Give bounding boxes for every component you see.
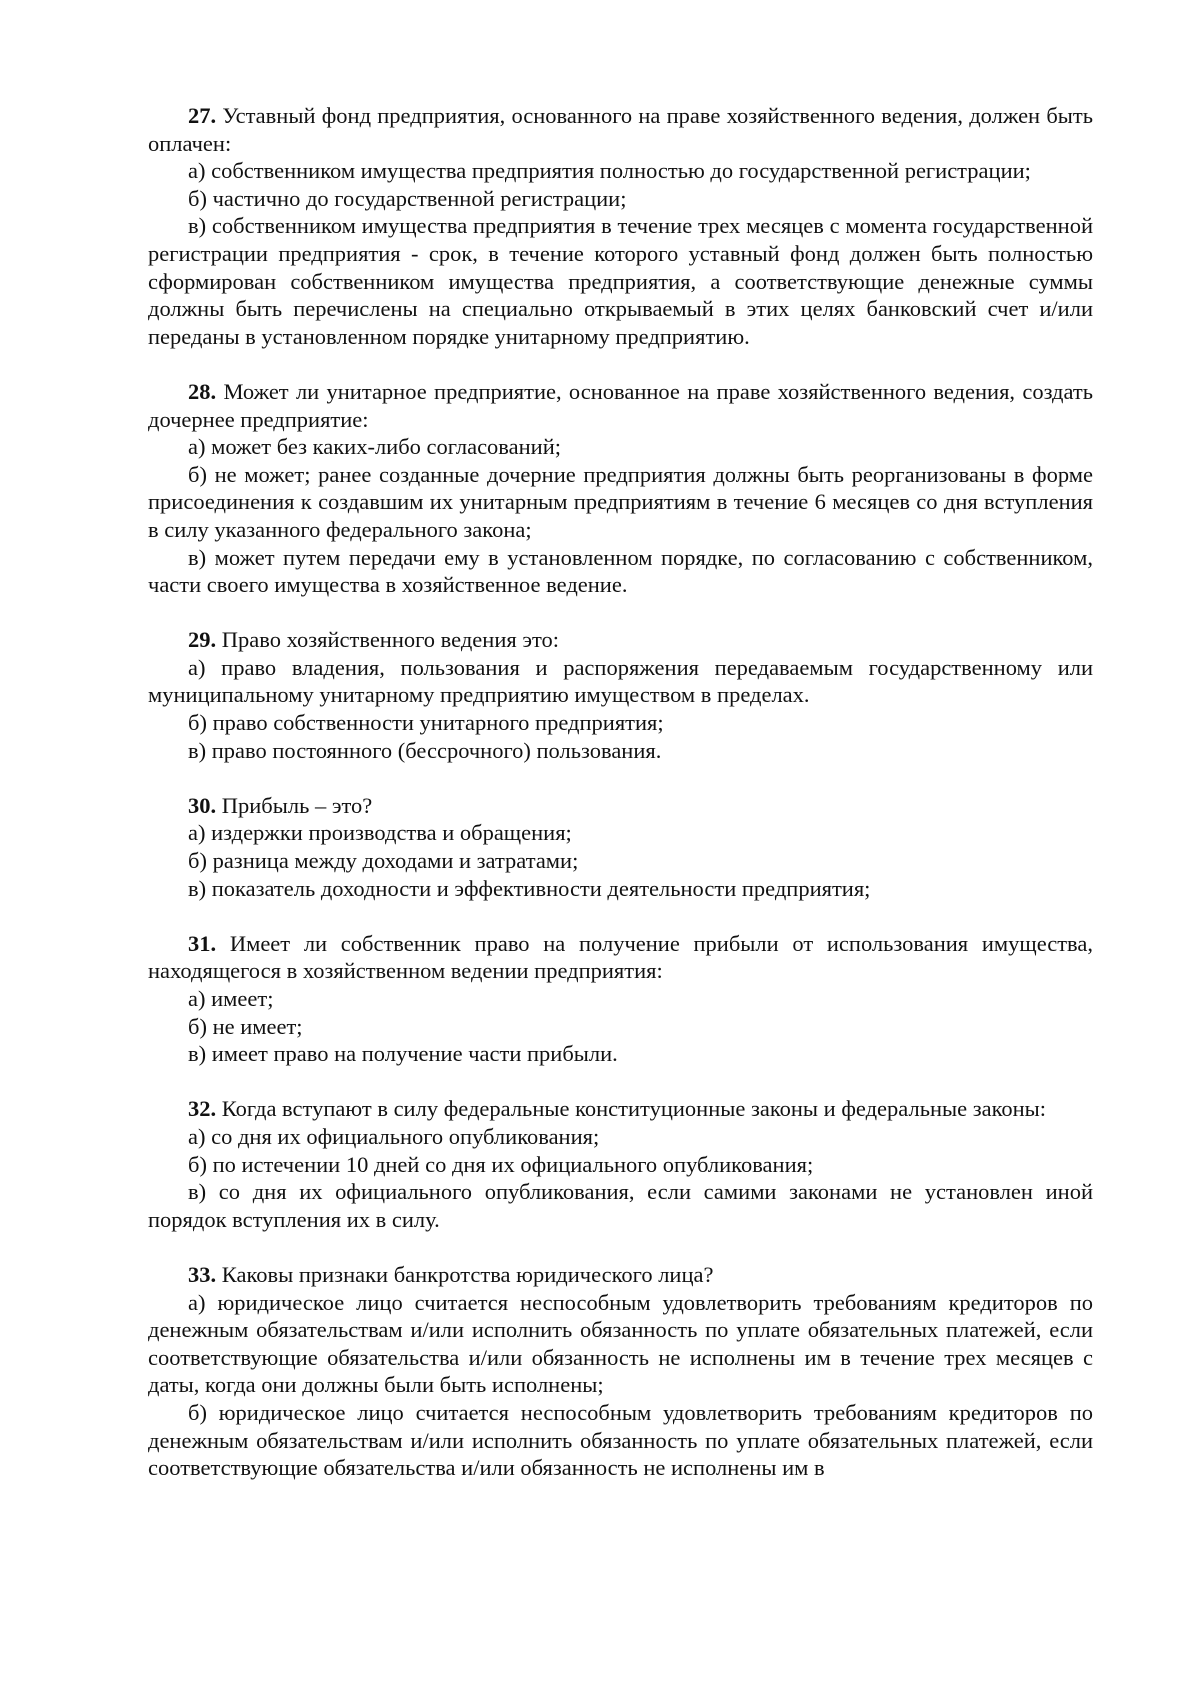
answer-option: а) собственником имущества предприятия полностью до государственной регистрации;	[188, 158, 1031, 184]
question-text	[148, 792, 1093, 820]
question-number: 29.	[188, 627, 217, 653]
answer-option: б) разница между доходами и затратами;	[188, 848, 579, 874]
answer-option: а) юридическое лицо считается неспособным удовлетворить требованиям кредиторов по денежным обязательствам и/или исполнить обязанность по уплате обязательных платежей, если соответствующие обязательства и/или обязанность не исполнены им в течение трех месяцев с даты, когда они должны были быть исполнены;	[148, 1289, 1093, 1398]
answer-option: а) со дня их официального опубликования;	[188, 1123, 600, 1149]
answer-option: в) право постоянного (бессрочного) пользования.	[188, 737, 662, 763]
answer-option: б) частично до государственной регистрации;	[188, 185, 627, 211]
question-number: 33.	[188, 1261, 217, 1287]
answer-option: в) показатель доходности и эффективности деятельности предприятия;	[188, 875, 871, 901]
question-number: 28.	[188, 378, 217, 404]
question-31	[148, 930, 1093, 1068]
answer-option: в) может путем передачи ему в установленном порядке, по согласованию с собственником, части своего имущества в хозяйственное ведение.	[148, 544, 1093, 598]
question-body: Когда вступают в силу федеральные конституционные законы и федеральные законы:	[221, 1096, 1047, 1122]
answer-option: а) издержки производства и обращения;	[188, 820, 572, 846]
question-number: 30.	[188, 792, 217, 818]
question-number: 32.	[188, 1096, 217, 1122]
answer-option: б) не может; ранее созданные дочерние предприятия должны быть реорганизованы в форме присоединения к создавшим их унитарным предприятиям в течение 6 месяцев со дня вступления в силу указанного федерального закона;	[148, 461, 1093, 542]
answer-option: а) может без каких-либо согласований;	[188, 434, 561, 460]
answer-option: в) со дня их официального опубликования, если самими законами не установлен иной порядок вступления их в силу.	[148, 1179, 1093, 1232]
question-text	[148, 930, 1093, 985]
answer-option: б) право собственности унитарного предприятия;	[188, 710, 664, 736]
document-body	[148, 102, 1093, 1482]
question-body: Каковы признаки банкротства юридического лица?	[221, 1261, 714, 1287]
question-body: Право хозяйственного ведения это:	[221, 627, 560, 653]
answer-option: б) не имеет;	[188, 1013, 303, 1039]
answer-option: б) юридическое лицо считается неспособным удовлетворить требованиям кредиторов по денежным обязательствам и/или исполнить обязанность по уплате обязательных платежей, если соответствующие обязательства и/или обязанность не исполнены им в	[148, 1399, 1093, 1481]
answer-option: б) по истечении 10 дней со дня их официального опубликования;	[188, 1151, 814, 1177]
question-text	[148, 378, 1093, 433]
question-32	[148, 1095, 1093, 1233]
question-number: 31.	[188, 930, 217, 956]
question-29	[148, 626, 1093, 764]
question-text	[148, 626, 1093, 654]
question-28	[148, 378, 1093, 599]
answer-option: в) собственником имущества предприятия в течение трех месяцев с момента государственной регистрации предприятия - срок, в течение которого уставный фонд должен быть полностью сформирован собственником имущества предприятия, а соответствующие денежные суммы должны быть перечислены на специально открываемый в этих целях банковский счет и/или переданы в установленном порядке унитарному предприятию.	[148, 213, 1093, 349]
answer-option: а) право владения, пользования и распоряжения передаваемым государственному или муниципальному унитарному предприятию имуществом в пределах.	[148, 654, 1093, 708]
question-body: Уставный фонд предприятия, основанного на праве хозяйственного ведения, должен быть оплачен:	[148, 103, 1093, 156]
question-text	[148, 1095, 1093, 1123]
question-number: 27.	[188, 103, 217, 128]
answer-option: а) имеет;	[188, 986, 274, 1011]
question-body: Может ли унитарное предприятие, основанное на праве хозяйственного ведения, создать дочернее предприятие:	[148, 378, 1094, 432]
question-30	[148, 792, 1093, 902]
question-body: Прибыль – это?	[221, 792, 373, 818]
question-body: Имеет ли собственник право на получение прибыли от использования имущества, находящегося в хозяйственном ведении предприятия:	[148, 930, 1093, 984]
answer-option: в) имеет право на получение части прибыли.	[188, 1041, 618, 1067]
question-text	[148, 102, 1093, 157]
question-33	[148, 1261, 1093, 1482]
question-text	[148, 1261, 1093, 1289]
question-27	[148, 102, 1093, 350]
